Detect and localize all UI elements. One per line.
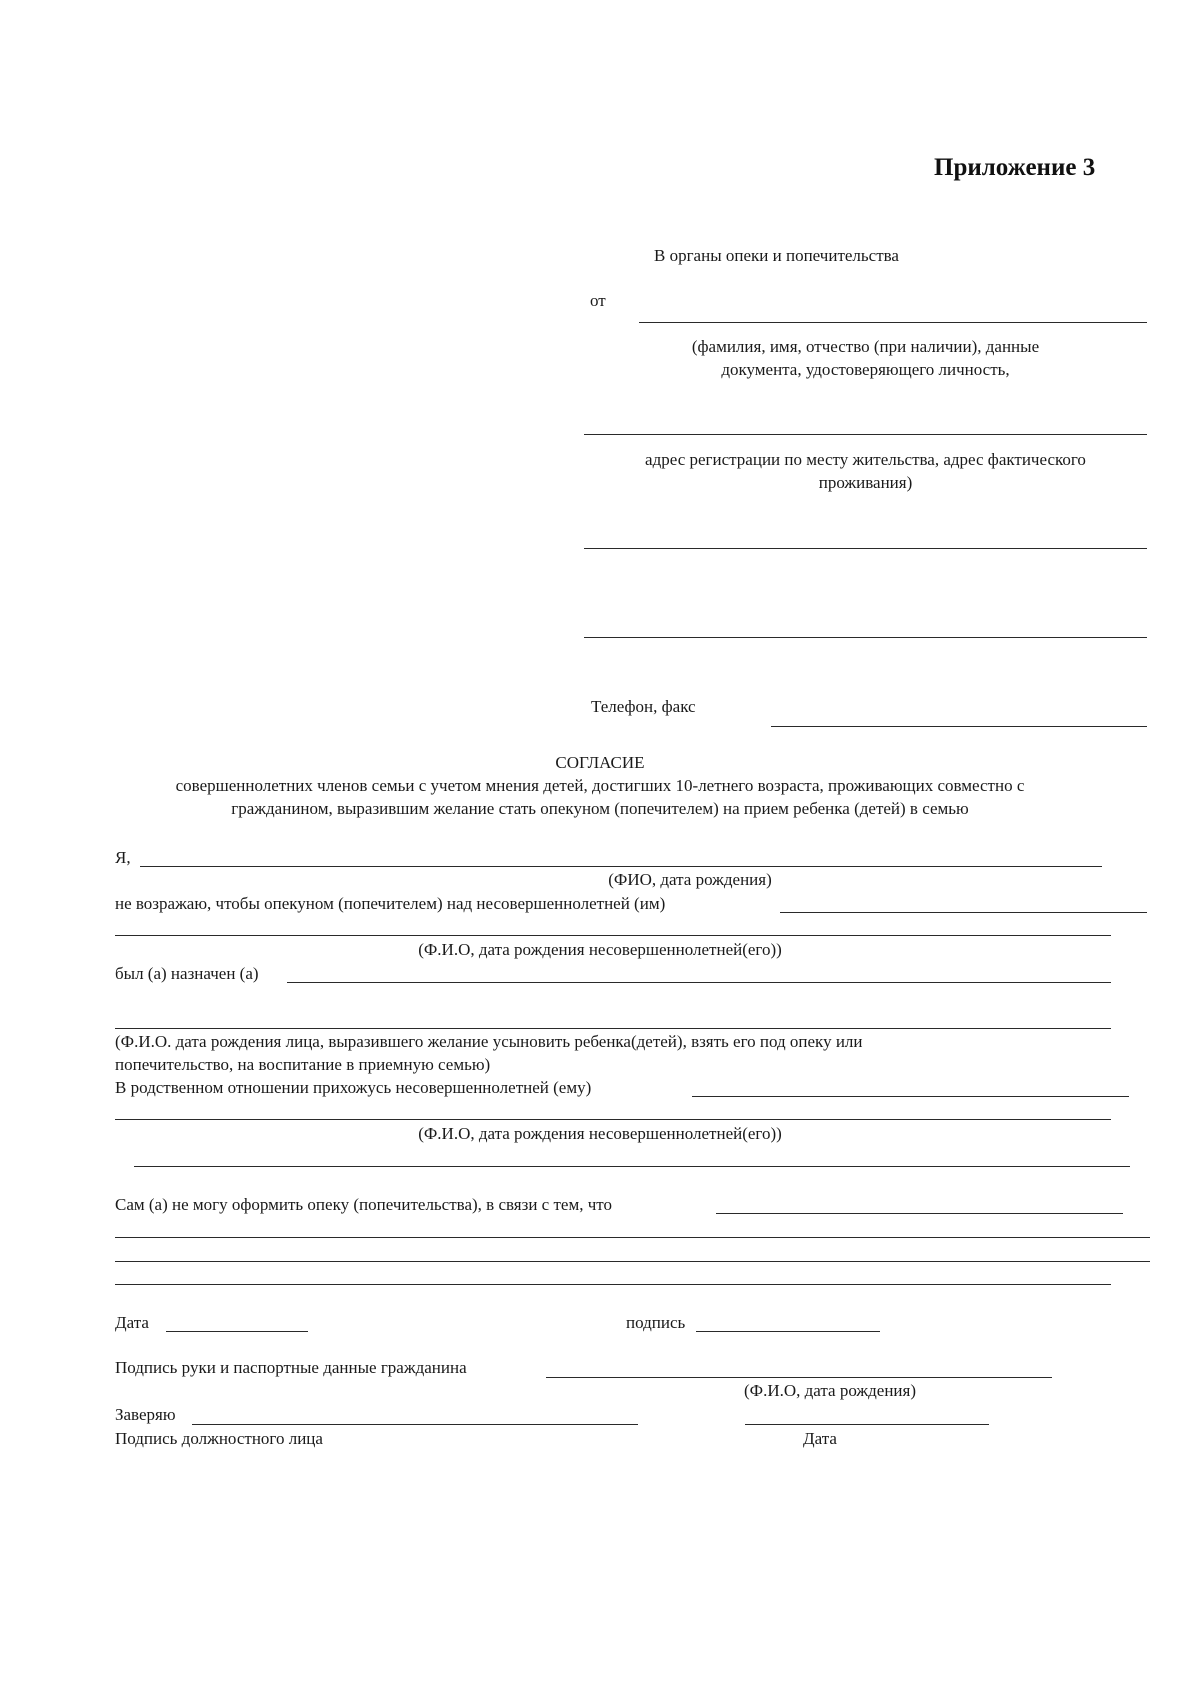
certify-date-label: Дата [803, 1429, 837, 1448]
caption-applicant-line1: (Ф.И.О. дата рождения лица, выразившего желание усыновить ребенка(детей), взять его под опеку или [115, 1032, 863, 1051]
caption-person-line2: документа, удостоверяющего личность, [721, 360, 1010, 379]
from-name-line[interactable] [639, 322, 1147, 323]
reason-line-4[interactable] [115, 1284, 1111, 1285]
consent-title: СОГЛАСИЕ [555, 753, 645, 772]
addressee-text: В органы опеки и попечительства [654, 246, 899, 265]
citizen-signature-line[interactable] [546, 1377, 1052, 1378]
minor-name-line-1a[interactable] [780, 912, 1147, 913]
caption-minor-1: (Ф.И.О, дата рождения несовершеннолетней(его)) [418, 940, 782, 959]
i-label: Я, [115, 848, 131, 867]
reason-line-1[interactable] [716, 1213, 1123, 1214]
relation-text: В родственном отношении прихожусь несовершеннолетней (ему) [115, 1078, 592, 1097]
minor-name-line-1b[interactable] [115, 935, 1111, 936]
caption-address-line1: адрес регистрации по месту жительства, адрес фактического [645, 450, 1086, 469]
minor-extra-line[interactable] [134, 1166, 1130, 1167]
appendix-title: Приложение 3 [934, 154, 1096, 181]
caption-address-line2: проживания) [818, 473, 913, 492]
declarant-name-line[interactable] [140, 866, 1102, 867]
caption-fio-dob: (ФИО, дата рождения) [608, 870, 772, 889]
consent-subtitle-line1: совершеннолетних членов семьи с учетом мнения детей, достигших 10-летнего возраста, проживающих совместно с [175, 776, 1025, 795]
address-line-1[interactable] [584, 548, 1147, 549]
address-line-2[interactable] [584, 637, 1147, 638]
identity-document-line[interactable] [584, 434, 1147, 435]
certify-label: Заверяю [115, 1405, 176, 1424]
reason-line-3[interactable] [115, 1261, 1150, 1262]
signature-line[interactable] [696, 1331, 880, 1332]
date-line[interactable] [166, 1331, 308, 1332]
certify-date-line[interactable] [745, 1424, 989, 1425]
no-objection-text: не возражаю, чтобы опекуном (попечителем) над несовершеннолетней (им) [115, 894, 666, 913]
caption-minor-2: (Ф.И.О, дата рождения несовершеннолетней(его)) [418, 1124, 782, 1143]
phone-label: Телефон, факс [591, 697, 696, 716]
caption-applicant-line2: попечительство, на воспитание в приемную семью) [115, 1055, 491, 1074]
applicant-name-line-b[interactable] [115, 1028, 1111, 1029]
phone-line[interactable] [771, 726, 1147, 727]
relation-line[interactable] [692, 1096, 1129, 1097]
appointed-text: был (а) назначен (а) [115, 964, 259, 983]
minor-name-line-2[interactable] [115, 1119, 1111, 1120]
signature-label: подпись [626, 1313, 686, 1332]
from-label: от [590, 291, 606, 310]
official-signature-label: Подпись должностного лица [115, 1429, 323, 1448]
applicant-name-line-a[interactable] [287, 982, 1111, 983]
cannot-text: Сам (а) не могу оформить опеку (попечительства), в связи с тем, что [115, 1195, 612, 1214]
date-label: Дата [115, 1313, 149, 1332]
certify-signature-line[interactable] [192, 1424, 638, 1425]
citizen-signature-label: Подпись руки и паспортные данные гражданина [115, 1358, 467, 1377]
caption-fio-dob-2: (Ф.И.О, дата рождения) [743, 1381, 917, 1400]
reason-line-2[interactable] [115, 1237, 1150, 1238]
caption-person-line1: (фамилия, имя, отчество (при наличии), данные [691, 337, 1040, 356]
consent-subtitle-line2: гражданином, выразившим желание стать опекуном (попечителем) на прием ребенка (детей) в семью [231, 799, 969, 818]
